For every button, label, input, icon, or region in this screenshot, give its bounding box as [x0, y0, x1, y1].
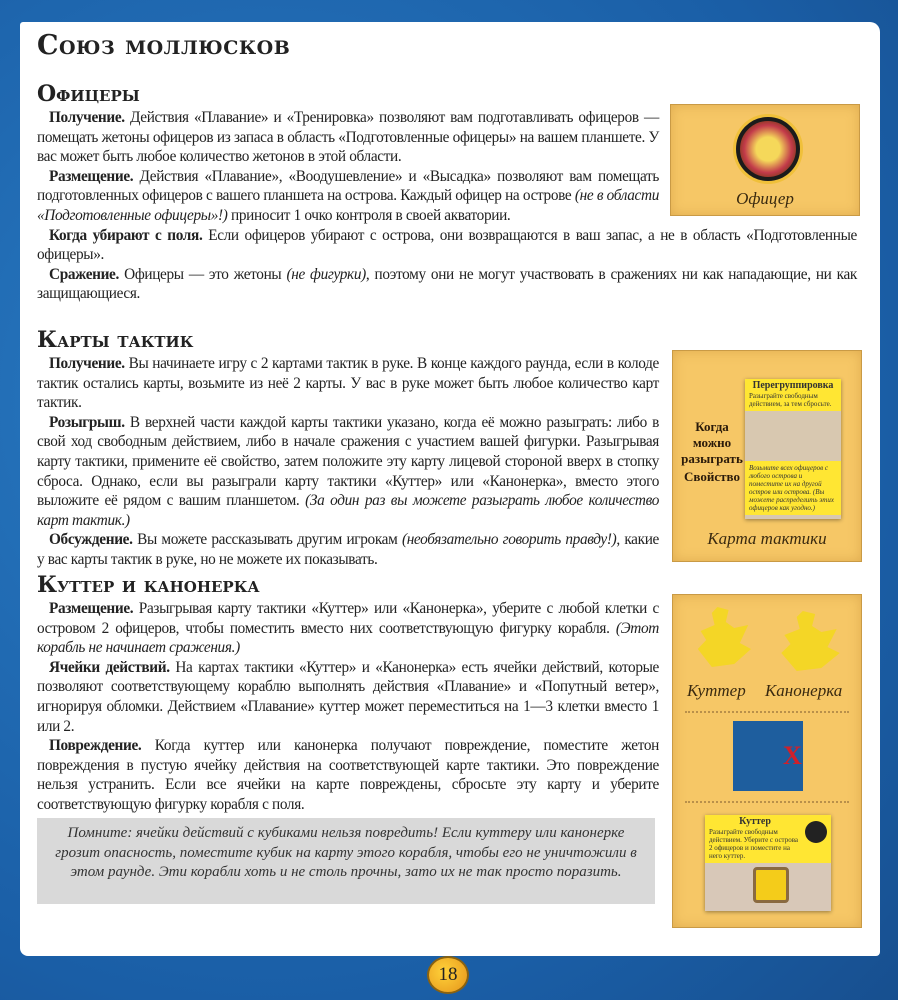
officer-panel: [670, 104, 860, 216]
tactics-card-panel: [672, 350, 862, 562]
reminder-note: Помните: ячейки действий с кубиками нельзя повредить! Если куттеру или канонерке грозит опасность, поместите кубик на карту этого корабля, чтобы его не уничтожили в этом раунде. Эти корабли хоть и не столь прочны, зато их не так просто поразить.: [37, 818, 655, 904]
officer-token-image: [736, 117, 800, 181]
gunboat-caption: Канонерка: [765, 681, 843, 700]
tactics-card-image: [745, 379, 841, 519]
page-number: 18: [427, 956, 469, 994]
section-heading: Офицеры: [37, 81, 140, 107]
action-cell: [753, 867, 789, 903]
paragraph: Повреждение. Когда куттер или канонерка получают повреждение, поместите жетон повреждения в пустую ячейку действия на соответствующей карте тактики. Это повреждение нельзя устранить. Если все ячейки на карте повреждены, сбросьте эту карту и уберите соответствующую фигурку корабля с поля.: [37, 737, 659, 813]
paragraph: Размещение. Разыгрывая карту тактики «Куттер» или «Канонерка», уберите с любой клетки с островом 2 офицеров, чтобы поместить вместо них соответствующую фигурку корабля. (Этот корабль не начинает сражения.): [37, 600, 659, 657]
damaged-action-cell-image: [733, 721, 803, 791]
cutter-caption: Куттер: [687, 681, 746, 700]
paragraph: Ячейки действий. На картах тактики «Куттер» и «Канонерка» есть ячейки действий, которые позволяют соответствующему кораблю выполнять действия «Плавание» и «Попутный ветер», игнорируя обломки. Действием «Плавание» куттер может переместиться на 1—3 клетки вместо 1 или 2.: [37, 658, 659, 735]
section-cutter-gunboat: [37, 571, 659, 815]
gunboat-ship-icon: [778, 611, 840, 671]
section-tactics-cards: [37, 326, 659, 570]
paragraph: Обсуждение. Вы можете рассказывать другим игрокам (необязательно говорить правду!), какие у вас карты тактик в руке, но не можете их показывать.: [37, 531, 659, 568]
cutter-emblem-icon: [805, 821, 827, 843]
paragraph: Сражение. Офицеры — это жетоны (не фигурки), поэтому они не могут участвовать в сражениях ни как нападающие, ни как защищающиеся.: [37, 265, 858, 303]
cutter-ship-icon: [695, 607, 751, 667]
paragraph: Получение. Действия «Плавание» и «Тренировка» позволяют вам подготавливать офицеров — помещать жетоны офицеров из запаса в область «Подготовленные офицеры» на вашем планшете. У вас может быть любое количество жетонов в этой области.: [37, 109, 659, 166]
label-when-to-play: Когда можно разыграть: [681, 419, 743, 466]
card-bottom: Возьмите всех офицеров с любого острова и поместите их на другой остров или острова. (Вы можете распределить этих офицеров как угодно.): [745, 461, 841, 515]
card-illustration: [745, 411, 841, 461]
damage-x-mark: X: [783, 741, 802, 770]
paragraph: Когда убирают с поля. Если офицеров убирают с острова, они возвращаются в ваш запас, а не в область «Подготовленные офицеры».: [37, 226, 857, 264]
tactics-caption: Карта тактики: [707, 529, 827, 548]
section-heading: Куттер и канонерка: [37, 572, 260, 598]
section-officers: [37, 80, 858, 304]
section-heading: Карты тактик: [37, 327, 194, 353]
divider: [685, 711, 849, 713]
paragraph: Получение. Вы начинаете игру с 2 картами тактик в руке. В конце каждого раунда, если в колоде тактик остались карты, возьмите из неё 2 карты. У вас в руке может быть любое количество карт тактик.: [37, 355, 659, 412]
card-top: Перегруппировка Разыграйте свободным действием, за тем сбросьте.: [745, 379, 841, 411]
cutter-card-image: [705, 815, 831, 911]
page-title: Союз моллюсков: [37, 30, 291, 61]
paragraph: Розыгрыш. В верхней части каждой карты тактики указано, когда её можно разыграть: либо в свой ход свободным действием, либо в начале сражения с участием вашей фигурки. Разыгрывая карту тактики, примените её свойство, затем положите эту карту лицевой стороной вверх в стопку сброса. Однако, если вы разыграли карту тактики «Куттер» или «Канонерка», вместо этого выложите её рядом с вашим планшетом. (За один раз вы можете разыграть любое количество карт тактик.): [37, 413, 659, 529]
officer-caption: Офицер: [736, 189, 794, 208]
label-effect: Свойство: [684, 469, 740, 484]
ships-panel: [672, 594, 862, 928]
card-top: Куттер Разыграйте свободным действием. Уберите с острова 2 офицеров и поместите на него куттер.: [705, 815, 831, 863]
divider: [685, 801, 849, 803]
paragraph: Размещение. Действия «Плавание», «Воодушевление» и «Высадка» позволяют вам помещать подготовленных офицеров с вашего планшета на острова. Каждый офицер на острове (не в области «Подготовленные офицеры»!) приносит 1 очко контроля в своей акватории.: [37, 167, 659, 224]
